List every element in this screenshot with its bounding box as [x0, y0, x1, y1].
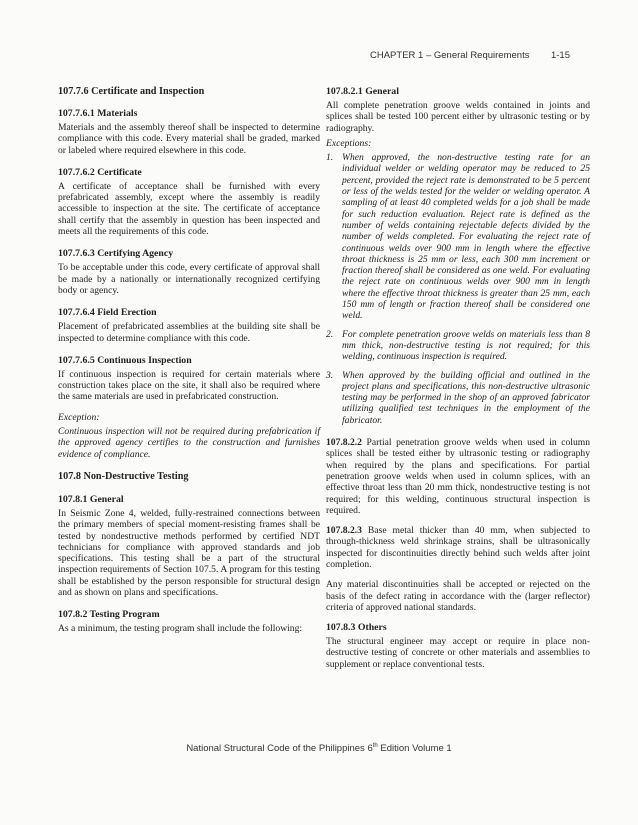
section-heading: 107.7.6.2 Certificate — [58, 166, 142, 178]
exception-number: 1. — [326, 152, 334, 164]
inline-heading: 107.8.2.3 — [326, 525, 362, 537]
paragraph: As a minimum, the testing program shall include the following: — [58, 623, 303, 635]
paragraph: A certificate of acceptance shall be furnished with every prefabricated assembly, except where the assembly is readily accessible to inspection at the site. The certificate of acceptance shall certify that the assembly in question has been inspected and meets all the requirements of this code. — [58, 180, 320, 238]
footer-superscript: th — [372, 743, 378, 749]
chapter-title: CHAPTER 1 – General Requirements — [370, 50, 530, 61]
exceptions-label: Exceptions: — [326, 137, 372, 149]
section-heading: 107.7.6.3 Certifying Agency — [58, 248, 174, 260]
exception-item — [326, 329, 590, 363]
exception-item — [326, 370, 590, 426]
exception-item — [326, 152, 590, 321]
exception-number: 2. — [326, 328, 334, 340]
left-column — [58, 86, 320, 646]
paragraph: In Seismic Zone 4, welded, fully-restrained connections between the primary members of special moment-resisting frames shall be tested by nondestructive methods performed by certified NDT technicians for compliance with approved standards and job specifications. This testing shall be a part of the structural inspection requirements of Section 107.5. A program for this testing shall be established by the person responsible for structural design and as shown on plans and specifications. — [58, 507, 320, 599]
footer-text: National Structural Code of the Philippines 6 — [186, 743, 373, 755]
paragraph: If continuous inspection is required for certain materials where construction takes place on the site, it shall also be required where the same materials are used in prefabricated construction. — [58, 368, 320, 403]
exception-text: For complete penetration groove welds on materials less than 8 mm thick, non-destructive testing is not required; for this welding, continuous inspection is required. — [342, 328, 590, 363]
running-header — [370, 50, 570, 61]
section-heading: 107.8.2 Testing Program — [58, 609, 160, 621]
paragraph-text: Base metal thicker than 40 mm, when subjected to through-thickness weld shrinkage strains, shall be ultrasonically inspected for discontinuities directly behind such welds after joint completion. — [326, 525, 590, 570]
section-heading: 107.7.6.1 Materials — [58, 108, 138, 119]
paragraph: To be acceptable under this code, every certificate of approval shall be made by a nationally or internationally recognized certifying body or agency. — [58, 262, 320, 296]
inline-heading: 107.8.2.2 — [326, 437, 362, 449]
paragraph: The structural engineer may accept or require in place non-destructive testing of concrete or other materials and assemblies to supplement or replace conventional tests. — [326, 636, 590, 670]
exception-number: 3. — [326, 369, 334, 381]
page-number: 1-15 — [550, 50, 570, 61]
exception-label: Exception: — [58, 411, 100, 423]
paragraph: Any material discontinuities shall be accepted or rejected on the basis of the defect rating in accordance with the (larger reflector) criteria of approved national standards. — [326, 579, 590, 613]
paragraph — [326, 525, 590, 570]
paragraph: Materials and the assembly thereof shall be inspected to determine compliance with this code. Every material shall be graded, marked or labeled where required elsewhere in this code. — [58, 122, 320, 156]
exceptions-list — [326, 152, 590, 426]
exception-text: When approved by the building official and outlined in the project plans and specifications, this non-destructive ultrasonic testing may be performed in the shop of an approved fabricator utilizing qualified test techniques in the employment of the fabricator. — [342, 369, 590, 426]
paragraph: Placement of prefabricated assemblies at the building site shall be inspected to determine compliance with this code. — [58, 321, 320, 344]
section-heading: 107.7.6 Certificate and Inspection — [58, 86, 205, 97]
section-heading: 107.7.6.5 Continuous Inspection — [58, 354, 192, 366]
section-heading: 107.8 Non-Destructive Testing — [58, 470, 189, 482]
section-heading: 107.7.6.4 Field Erection — [58, 307, 157, 319]
right-column — [326, 86, 590, 681]
exception-text: When approved, the non-destructive testing rate for an individual welder or welding operator may be reduced to 25 percent, provided the reject rate is demonstrated to be 5 percent or less of the welds tested for the welder or welding operator. A sampling of at least 40 completed welds for a job shall be made for such reduction evaluation. Reject rate is defined as the number of welds containing rejectable defects divided by the number of welds completed. For evaluating the reject rate of continuous welds over 900 mm in length where the effective throat thickness is 25 mm or less, each 300 mm increment or fraction thereof shall be considered as one weld. For evaluating the reject rate on continuous welds over 900 mm in length where the effective throat thickness is greater than 25 mm, each 150 mm of length or fraction thereof shall be considered one weld. — [342, 152, 590, 322]
section-heading: 107.8.1 General — [58, 493, 124, 505]
paragraph: All complete penetration groove welds contained in joints and splices shall be tested 100 percent either by ultrasonic testing or by radiography. — [326, 100, 590, 134]
exception-text: Continuous inspection will not be required during prefabrication if the approved agency certifies to the construction and furnishes evidence of compliance. — [58, 426, 320, 460]
page-footer — [0, 743, 638, 754]
section-heading: 107.8.3 Others — [326, 622, 387, 634]
paragraph — [326, 437, 590, 516]
footer-text: Edition Volume 1 — [377, 743, 452, 755]
paragraph-text: Partial penetration groove welds when used in column splices shall be tested either by ultrasonic testing or radiography when required by the plans and specifications. For partial penetration groove welds when used in column splices, with an effective throat less than 20 mm thick, nondestructive testing is not required; for this welding, continuous structural inspection is required. — [326, 437, 590, 516]
section-heading: 107.8.2.1 General — [326, 86, 399, 97]
